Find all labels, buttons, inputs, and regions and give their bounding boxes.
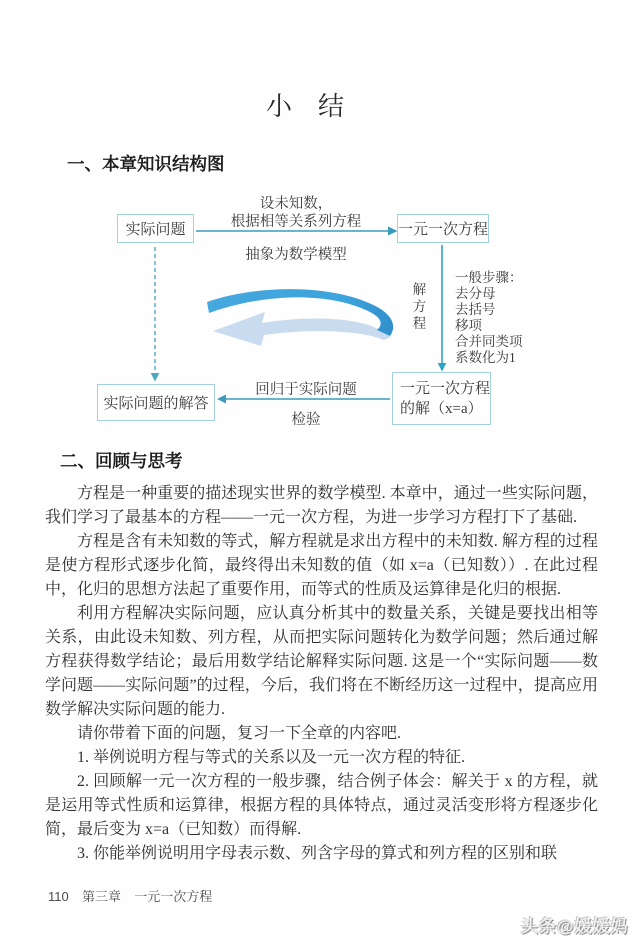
step-item: 移项 [455,317,482,333]
box-practical-problem [117,214,194,243]
step-item: 合并同类项 [455,333,523,349]
box-practical-problem-label: 实际问题 [125,222,186,238]
footer-chapter: 第三章 [81,889,121,904]
top-arrow-label-line1: 设未知数， [259,196,333,212]
step-item: 系数化为1 [455,349,516,365]
page-title: 小 结 [266,92,345,121]
section2-heading: 二、回顾与思考 [60,451,183,471]
return-arrow-label: 回归于实际问题 [255,382,357,398]
box-problem-answer [97,384,215,421]
section1-heading: 一、本章知识结构图 [67,154,225,174]
paragraph: 利用方程解决实际问题，应认真分析其中的数量关系，关键是要找出相等关系，由此设未知数、列方程，从而把实际问题转化为数学问题；然后通过解方程获得数学结论；最后用数学结论解释实际问题. 这是一个“实际问题——数学问题——实际问题”的过程，今后，我们将在不断经历这一过程中，提高应用数学解决实际问题的能力. [45,605,598,718]
box-linear-equation [397,214,489,243]
page-footer [48,886,222,905]
check-label: 检验 [291,412,321,428]
solve-equation-vertical-label: 解方程 [412,282,427,331]
box-equation-solution-line1: 一元一次方程 [400,380,491,397]
footer-chapter-title: 一元一次方程 [134,889,213,904]
page-number: 110 [48,889,69,904]
step-item: 去括号 [455,301,496,317]
step-item: 去分母 [455,285,496,301]
arrow-down-icon [438,363,447,372]
box-problem-answer-label: 实际问题的解答 [103,396,209,412]
box-linear-equation-label: 一元一次方程 [398,222,489,238]
arrow-down-dashed-icon [151,373,160,382]
question-item: 2. 回顾解一元一次方程的一般步骤，结合例子体会：解关于 x 的方程，就是运用等式性质和运算律，根据方程的具体特点，通过灵活变形将方程逐步化简，最后变为 x=a（已知数）而得解. [45,773,598,838]
cycle-swoosh-arrow-icon [195,278,410,350]
question-item: 1. 举例说明方程与等式的关系以及一元一次方程的特征. [77,749,466,766]
top-arrow-label-line2: 根据相等关系列方程 [230,214,362,230]
question-item: 3. 你能举例说明用字母表示数、列含字母的算式和列方程的区别和联 [77,845,558,862]
paragraph: 请你带着下面的问题，复习一下全章的内容吧. [77,725,402,742]
paragraph: 方程是一种重要的描述现实世界的数学模型. 本章中，通过一些实际问题，我们学习了最基本的方程——一元一次方程，为进一步学习方程打下了基础. [45,485,598,526]
watermark: 头条@媛媛妈 [521,917,629,936]
box-equation-solution [392,372,491,425]
top-arrow-sublabel: 抽象为数学模型 [245,247,347,263]
steps-title: 一般步骤： [455,270,523,285]
review-section [45,449,598,866]
general-steps-list [455,270,523,365]
box-equation-solution-line2: 的解（x=a） [400,400,483,417]
arrow-left-icon [217,395,226,404]
paragraph: 方程是含有未知数的等式，解方程就是求出方程中的未知数. 解方程的过程是使方程形式逐步化简，最终得出未知数的值（如 x=a（已知数））. 在此过程中，化归的思想方法起了重要作用，而等式的性质及运算律是化归的根据. [45,533,598,598]
